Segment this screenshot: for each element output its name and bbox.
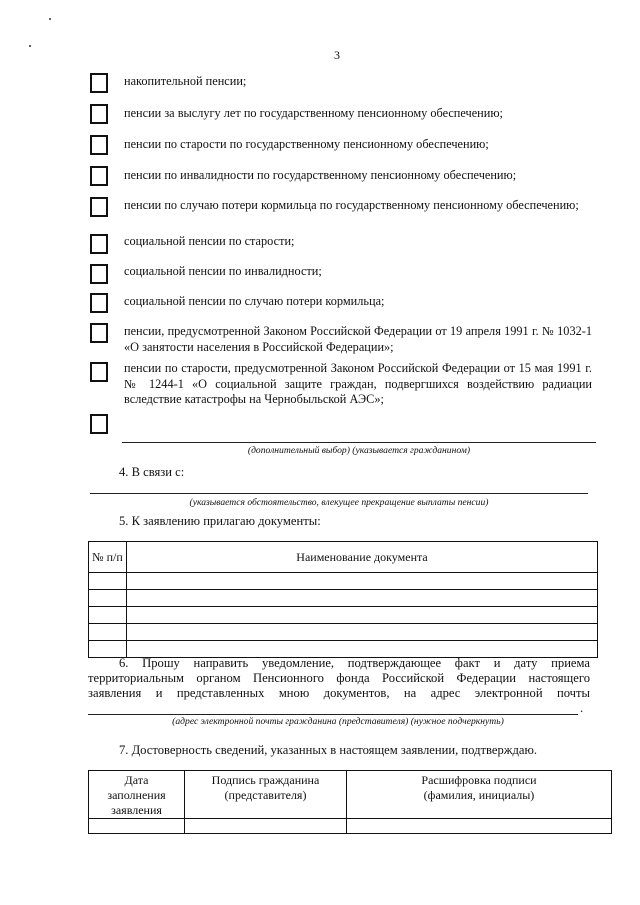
col-document-name-header: Наименование документа [127,542,598,573]
table-cell[interactable] [127,624,598,641]
checkbox-survivor-state-pension[interactable] [90,197,108,217]
signature-table [88,770,612,834]
checkbox-social-survivor-pension[interactable] [90,293,108,313]
date-header [89,771,185,819]
documents-table [88,541,598,658]
email-line[interactable] [88,714,578,715]
table-cell[interactable] [127,641,598,658]
table-row [89,624,598,641]
table-cell[interactable] [127,590,598,607]
date-header-line-2: заполнения [107,788,166,802]
date-cell[interactable] [89,819,185,834]
checkbox-social-old-age-pension[interactable] [90,234,108,254]
table-cell[interactable] [89,607,127,624]
option-label: пенсии по инвалидности по государственному пенсионному обеспечению; [124,168,517,182]
email-line-end-mark: . [580,701,584,715]
table-cell[interactable] [127,573,598,590]
reason-note: (указывается обстоятельство, влекущее прекращение выплаты пенсии) [189,497,489,508]
table-row [89,641,598,658]
reason-line[interactable] [90,493,588,494]
table-row [89,819,612,834]
checkbox-additional-choice[interactable] [90,414,108,434]
option-label: пенсии за выслугу лет по государственному пенсионному обеспечению; [124,106,503,120]
checkbox-funded-pension[interactable] [90,73,108,93]
table-row [89,573,598,590]
checkbox-chernobyl-law-pension[interactable] [90,362,108,382]
name-decoding-header-line-1: Расшифровка подписи [421,773,537,787]
option-label: социальной пенсии по инвалидности; [124,264,322,278]
signature-header-line-2: (представителя) [224,788,307,802]
additional-choice-note: (дополнительный выбор) (указывается гражданином) [247,445,471,456]
option-label: социальной пенсии по старости; [124,234,295,248]
signature-header-line-1: Подпись гражданина [211,773,320,787]
table-row [89,590,598,607]
option-label: социальной пенсии по случаю потери кормильца; [124,294,385,308]
date-header-line-1: Дата [124,773,149,787]
section-6-line-1: 6. Прошу направить уведомление, подтверждающее факт и дату приема [119,656,590,670]
option-label: пенсии, предусмотренной Законом Российской Федерации от 19 апреля 1991 г. № 1032-1 «О занятости населения в Российской Федерации»; [124,324,592,354]
name-decoding-header-line-2: (фамилия, инициалы) [423,788,535,802]
scan-speck [29,45,31,47]
checkbox-employment-law-pension[interactable] [90,323,108,343]
checkbox-social-disability-pension[interactable] [90,264,108,284]
section-4-label: 4. В связи с: [119,465,185,479]
option-label: пенсии по старости, предусмотренной Законом Российской Федерации от 15 мая 1991 г. № 1244-1 «О социальной защите граждан, подвергшихся воздействию радиации вследствие катастрофы на Чернобыльской АЭС»; [124,361,592,406]
option-label: пенсии по старости по государственному пенсионному обеспечению; [124,137,489,151]
scan-speck [49,18,51,20]
table-cell[interactable] [89,624,127,641]
table-cell[interactable] [89,590,127,607]
table-cell[interactable] [127,607,598,624]
checkbox-old-age-state-pension[interactable] [90,135,108,155]
email-note: (адрес электронной почты гражданина (представителя) (нужное подчеркнуть) [172,716,504,727]
additional-choice-line[interactable] [122,442,596,443]
table-row [89,607,598,624]
section-5-label: 5. К заявлению прилагаю документы: [119,514,321,528]
checkbox-long-service-pension[interactable] [90,104,108,124]
col-number-header: № п/п [89,542,127,573]
section-7-label: 7. Достоверность сведений, указанных в настоящем заявлении, подтверждаю. [119,743,538,757]
checkbox-disability-state-pension[interactable] [90,166,108,186]
date-header-line-3: заявления [111,803,162,817]
option-label: накопительной пенсии; [124,74,247,88]
page-number: 3 [334,48,340,62]
name-decoding-cell[interactable] [347,819,612,834]
signature-cell[interactable] [185,819,347,834]
table-cell[interactable] [89,573,127,590]
section-6-line-2: территориальным органом Пенсионного фонда Российской Федерации настоящего [88,671,590,685]
name-decoding-header [347,771,612,819]
section-6-line-3: заявления и представленных мною документов, на адрес электронной почты [88,686,590,700]
signature-header [185,771,347,819]
option-label: пенсии по случаю потери кормильца по государственному пенсионному обеспечению; [124,198,579,212]
table-cell[interactable] [89,641,127,658]
